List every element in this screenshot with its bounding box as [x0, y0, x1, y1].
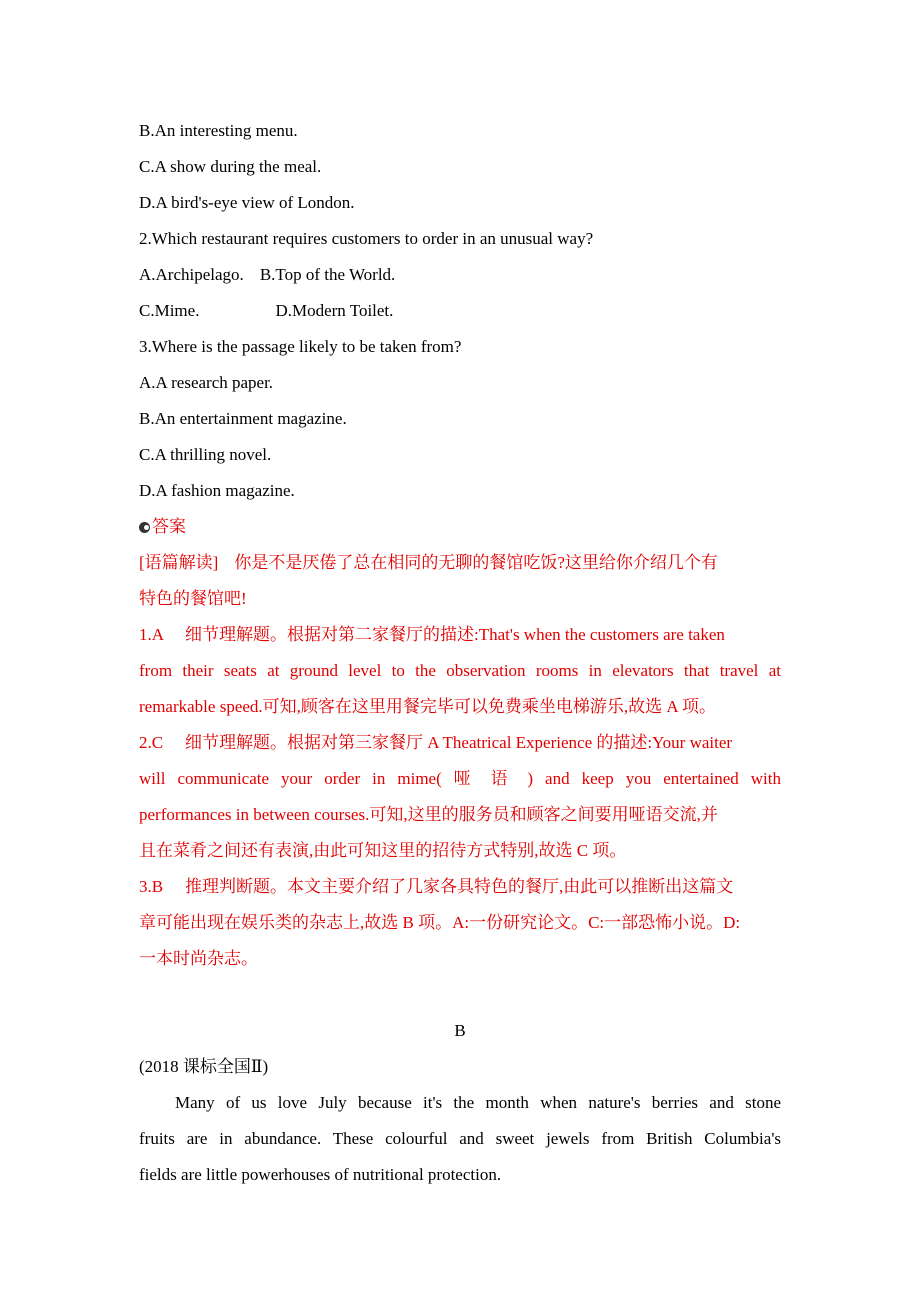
answer2-text-start: 细节理解题。根据对第三家餐厅 A Theatrical Experience 的描述:Your waiter [185, 733, 733, 752]
answer2-line4: 且在菜肴之间还有表演,由此可知这里的招待方式特别,故选 C 项。 [139, 841, 627, 860]
q2-options-row2 [139, 293, 781, 329]
answer2-line3: performances in between courses.可知,这里的服务员和顾客之间要用哑语交流,并 [139, 805, 718, 824]
answer2-number: 2.C [139, 733, 164, 752]
section-b-para-line1: Many of us love July because it's the month when nature's berries and stone [175, 1093, 781, 1112]
answer1-text-start: 细节理解题。根据对第二家餐厅的描述:That's when the customers are taken [185, 625, 725, 644]
q2-option-b: B.Top of the World. [259, 265, 396, 284]
answer3-line2: 章可能出现在娱乐类的杂志上,故选 B 项。A:一份研究论文。C:一部恐怖小说。D: [139, 913, 741, 932]
answer-intro-line1 [139, 545, 781, 581]
q3-stem: 3.Where is the passage likely to be taken from? [139, 337, 462, 356]
answer3-line1 [139, 869, 781, 905]
answer-intro-text: 你是不是厌倦了总在相同的无聊的餐馆吃饭?这里给你介绍几个有 [234, 553, 718, 572]
section-b-para-line3: fields are little powerhouses of nutritional protection. [139, 1165, 502, 1184]
answer-icon [139, 522, 150, 533]
answer2-line2: will communicate your order in mime( 哑 语 ) and keep you entertained with [139, 769, 781, 788]
q2-options-row1 [139, 257, 781, 293]
section-b-title: B [454, 1021, 466, 1040]
q2-option-a: A.Archipelago. [139, 265, 244, 284]
answer1-line2: from their seats at ground level to the observation rooms in elevators that travel at [139, 661, 781, 680]
q1-option-c: C.A show during the meal. [139, 157, 322, 176]
q1-option-b: B.An interesting menu. [139, 121, 298, 140]
answer2-line1 [139, 725, 781, 761]
q3-option-a: A.A research paper. [139, 373, 274, 392]
q2-option-d: D.Modern Toilet. [275, 301, 394, 320]
answer3-number: 3.B [139, 877, 164, 896]
answer1-line3: remarkable speed.可知,顾客在这里用餐完毕可以免费乘坐电梯游乐,故选 A 项。 [139, 697, 716, 716]
q2-stem: 2.Which restaurant requires customers to order in an unusual way? [139, 229, 594, 248]
document-page [139, 113, 781, 1193]
q2-option-c: C.Mime. [139, 301, 200, 320]
answer-heading [139, 509, 781, 545]
answer3-text-start: 推理判断题。本文主要介绍了几家各具特色的餐厅,由此可以推断出这篇文 [185, 877, 734, 896]
answer-heading-text: 答案 [152, 517, 186, 536]
answer-intro-line2: 特色的餐馆吧! [139, 589, 247, 608]
section-b-source: (2018 课标全国Ⅱ) [139, 1057, 269, 1076]
answer-intro-label: [语篇解读] [139, 553, 219, 572]
answer1-number: 1.A [139, 625, 165, 644]
q3-option-c: C.A thrilling novel. [139, 445, 272, 464]
q1-option-d: D.A bird's-eye view of London. [139, 193, 355, 212]
q3-option-d: D.A fashion magazine. [139, 481, 295, 500]
answer3-line3: 一本时尚杂志。 [139, 949, 258, 968]
answer1-line1 [139, 617, 781, 653]
section-b-para-line2: fruits are in abundance. These colourful and sweet jewels from British Columbia's [139, 1129, 781, 1148]
q3-option-b: B.An entertainment magazine. [139, 409, 347, 428]
